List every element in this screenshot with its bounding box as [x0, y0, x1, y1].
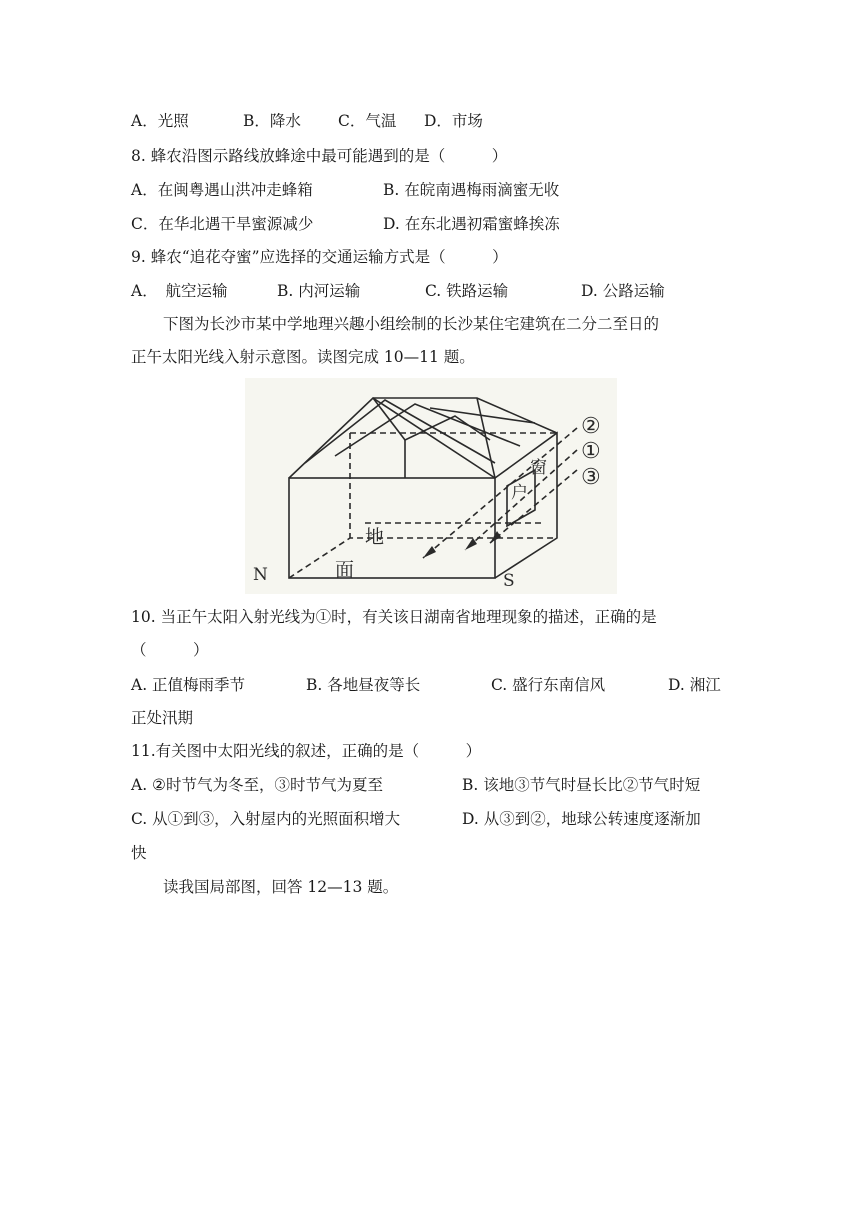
q11-option-d: D. 从③到②，地球公转速度逐渐加	[462, 810, 701, 828]
intro-line-2: 正午太阳光线入射示意图。读图完成 10—11 题。	[131, 348, 475, 366]
q10-option-c: C. 盛行东南信风	[491, 676, 606, 694]
q10-option-a: A. 正值梅雨季节	[131, 676, 246, 694]
label-ray-1: ①	[581, 439, 601, 464]
label-n: N	[253, 565, 268, 585]
label-window-1: 窗	[530, 458, 547, 478]
q9-option-a: A． 航空运输	[131, 282, 228, 300]
intro-line-1: 下图为长沙市某中学地理兴趣小组绘制的长沙某住宅建筑在二分二至日的	[163, 315, 660, 333]
q10-stem-line-1: 10. 当正午太阳入射光线为①时，有关该日湖南省地理现象的描述，正确的是	[131, 608, 657, 626]
q8-stem: 8. 蜂农沿图示路线放蜂途中最可能遇到的是（ ）	[131, 147, 508, 165]
q10-option-d-continuation: 正处汛期	[131, 709, 194, 727]
label-s: S	[503, 571, 515, 591]
outro-text: 读我国局部图，回答 12—13 题。	[163, 878, 399, 896]
label-window-2: 户	[511, 483, 528, 503]
q11-option-c: C. 从①到③，入射屋内的光照面积增大	[131, 810, 401, 828]
q9-option-b: B. 内河运输	[277, 282, 361, 300]
label-ray-3: ③	[581, 465, 601, 490]
q10-option-d: D. 湘江	[668, 676, 721, 694]
q9-option-d: D. 公路运输	[581, 282, 665, 300]
q11-option-d-continuation: 快	[131, 844, 147, 862]
q8-option-a: A．在闽粤遇山洪冲走蜂箱	[131, 181, 313, 199]
q9-stem: 9. 蜂农“追花夺蜜”应选择的交通运输方式是（ ）	[131, 248, 508, 266]
q11-stem: 11.有关图中太阳光线的叙述，正确的是（ ）	[131, 742, 482, 760]
q11-option-b: B. 该地③节气时昼长比②节气时短	[462, 776, 701, 794]
label-ground-1: 地	[365, 526, 385, 548]
q10-stem-line-2: （ ）	[131, 641, 209, 659]
q11-option-a: A. ②时节气为冬至，③时节气为夏至	[131, 776, 383, 794]
q7-option-d: D．市场	[424, 112, 483, 130]
q8-option-c: C．在华北遇干旱蜜源减少	[131, 215, 314, 233]
q7-option-b: B．降水	[243, 112, 301, 130]
label-ground-2: 面	[335, 559, 355, 581]
label-ray-2: ②	[581, 414, 601, 439]
sunlight-house-figure	[245, 378, 617, 594]
q9-option-c: C. 铁路运输	[425, 282, 509, 300]
q7-option-a: A．光照	[131, 112, 189, 130]
q8-option-b: B. 在皖南遇梅雨滴蜜无收	[383, 181, 560, 199]
q8-option-d: D. 在东北遇初霜蜜蜂挨冻	[383, 215, 560, 233]
q7-option-c: C．气温	[338, 112, 397, 130]
q10-option-b: B. 各地昼夜等长	[306, 676, 421, 694]
